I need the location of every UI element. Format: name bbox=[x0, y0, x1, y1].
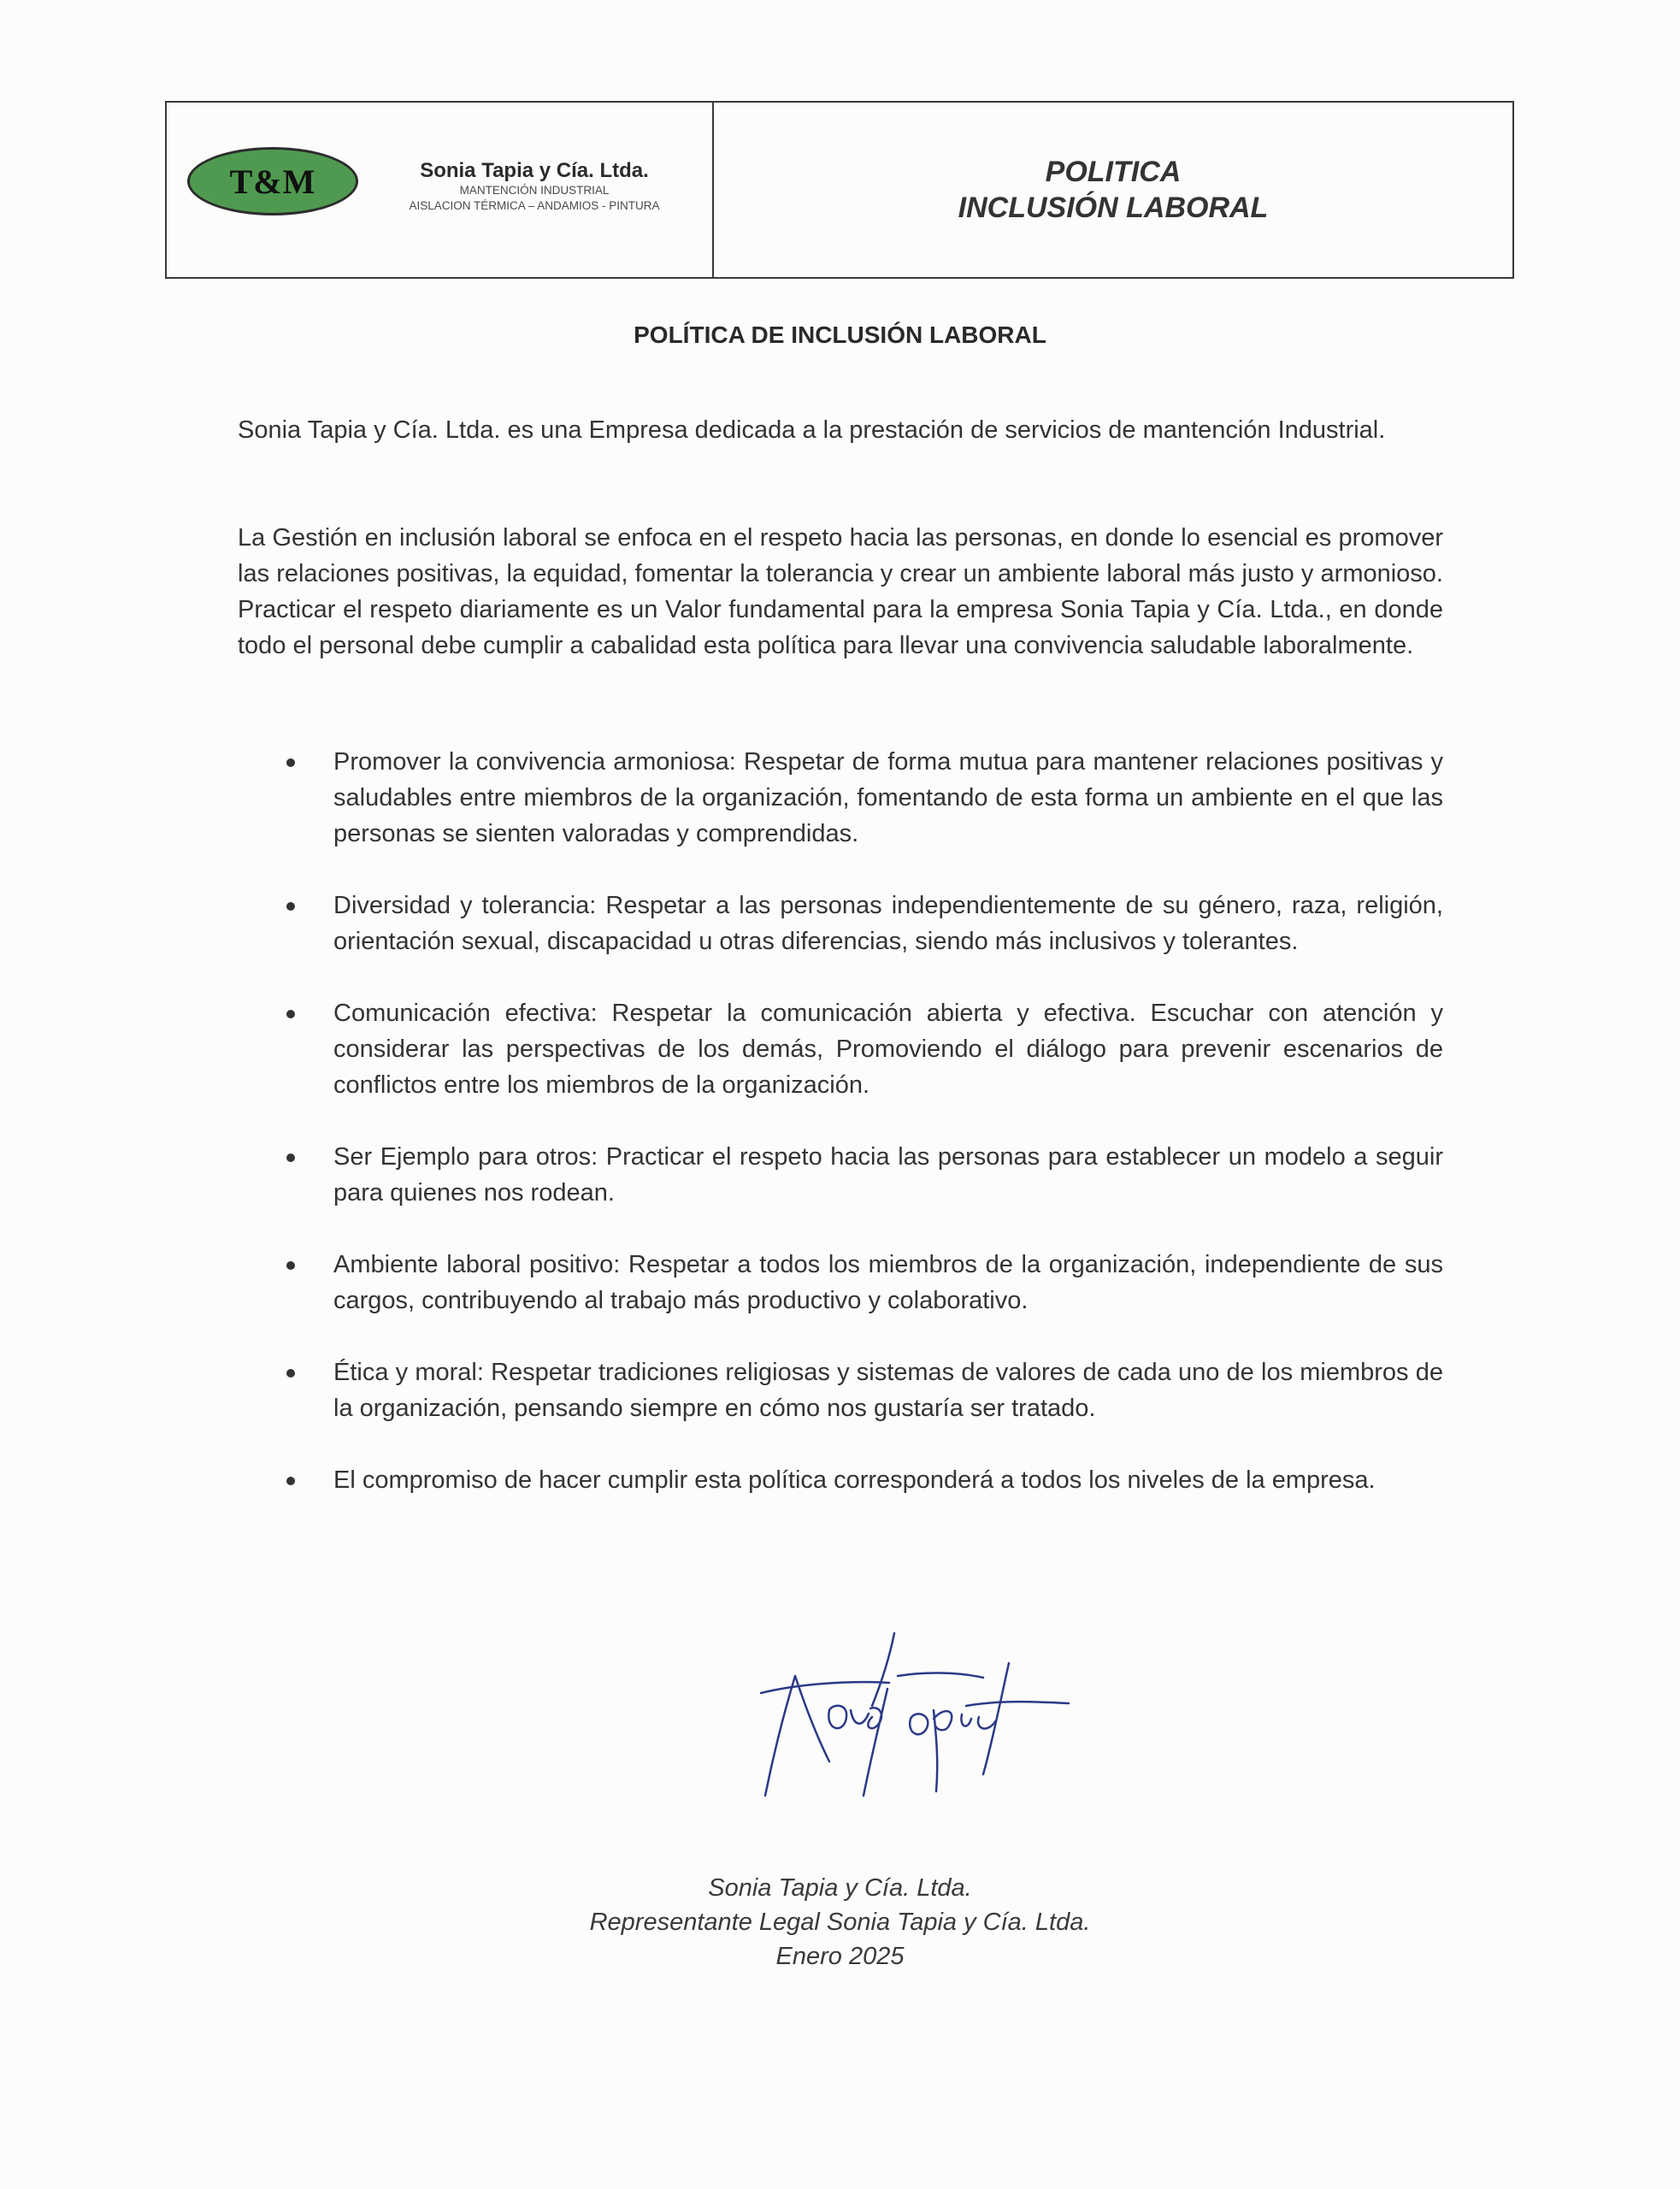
signer-role: Representante Legal Sonia Tapia y Cía. Ltda. bbox=[589, 1909, 1091, 1936]
body-paragraph: La Gestión en inclusión laboral se enfoca en el respeto hacia las personas, en donde lo esencial es promover las relaciones positivas, la equidad, fomentar la tolerancia y crear un ambiente laboral más justo y armonioso. Practicar el respeto diariamente es un Valor fundamental para la empresa Sonia Tapia y Cía. Ltda., en donde todo el personal debe cumplir a cabalidad esta política para llevar una convivencia saludable laboralmente. bbox=[238, 524, 1443, 659]
policy-list bbox=[238, 744, 1443, 1498]
company-logo bbox=[187, 147, 358, 215]
bullet-icon bbox=[286, 902, 295, 911]
bullet-icon bbox=[286, 1154, 295, 1162]
list-item: Ambiente laboral positivo: Respetar a todos los miembros de la organización, independiente de sus cargos, contribuyendo al trabajo más productivo y colaborativo. bbox=[238, 1247, 1443, 1319]
list-item: El compromiso de hacer cumplir esta política corresponderá a todos los niveles de la empresa. bbox=[238, 1462, 1443, 1498]
document-type: POLITICA bbox=[1045, 156, 1182, 188]
company-info bbox=[372, 159, 697, 214]
signature-date: Enero 2025 bbox=[775, 1943, 905, 1970]
company-services: AISLACION TÉRMICA – ANDAMIOS - PINTURA bbox=[409, 199, 660, 212]
company-section bbox=[167, 103, 714, 277]
bullet-icon bbox=[286, 1010, 295, 1018]
handwritten-signature bbox=[744, 1625, 1077, 1830]
logo-text: T&M bbox=[229, 162, 316, 201]
page-title: POLÍTICA DE INCLUSIÓN LABORAL bbox=[634, 322, 1046, 348]
intro-paragraph: Sonia Tapia y Cía. Ltda. es una Empresa dedicada a la prestación de servicios de mantención Industrial. bbox=[238, 416, 1386, 444]
document-header bbox=[165, 101, 1514, 279]
company-name: Sonia Tapia y Cía. Ltda. bbox=[420, 159, 649, 182]
bullet-icon bbox=[286, 1477, 295, 1485]
bullet-icon bbox=[286, 1261, 295, 1270]
document-subject: INCLUSIÓN LABORAL bbox=[958, 192, 1269, 224]
signature-block bbox=[0, 1871, 1680, 1974]
list-item: Promover la convivencia armoniosa: Respetar de forma mutua para mantener relaciones positivas y saludables entre miembros de la organización, fomentando de esta forma un ambiente en el que las personas se sienten valoradas y comprendidas. bbox=[238, 744, 1443, 852]
company-activity: MANTENCIÓN INDUSTRIAL bbox=[459, 184, 610, 197]
list-item: Comunicación efectiva: Respetar la comunicación abierta y efectiva. Escuchar con atención y considerar las perspectivas de los demás, Promoviendo el diálogo para prevenir escenarios de conflictos entre los miembros de la organización. bbox=[238, 995, 1443, 1103]
list-item: Ser Ejemplo para otros: Practicar el respeto hacia las personas para establecer un modelo a seguir para quienes nos rodean. bbox=[238, 1139, 1443, 1211]
list-item: Diversidad y tolerancia: Respetar a las personas independientemente de su género, raza, religión, orientación sexual, discapacidad u otras diferencias, siendo más inclusivos y tolerantes. bbox=[238, 888, 1443, 959]
list-item: Ética y moral: Respetar tradiciones religiosas y sistemas de valores de cada uno de los miembros de la organización, pensando siempre en cómo nos gustaría ser tratado. bbox=[238, 1354, 1443, 1426]
signer-name: Sonia Tapia y Cía. Ltda. bbox=[708, 1874, 972, 1902]
document-type-section bbox=[714, 103, 1512, 277]
bullet-icon bbox=[286, 1369, 295, 1378]
bullet-icon bbox=[286, 758, 295, 767]
